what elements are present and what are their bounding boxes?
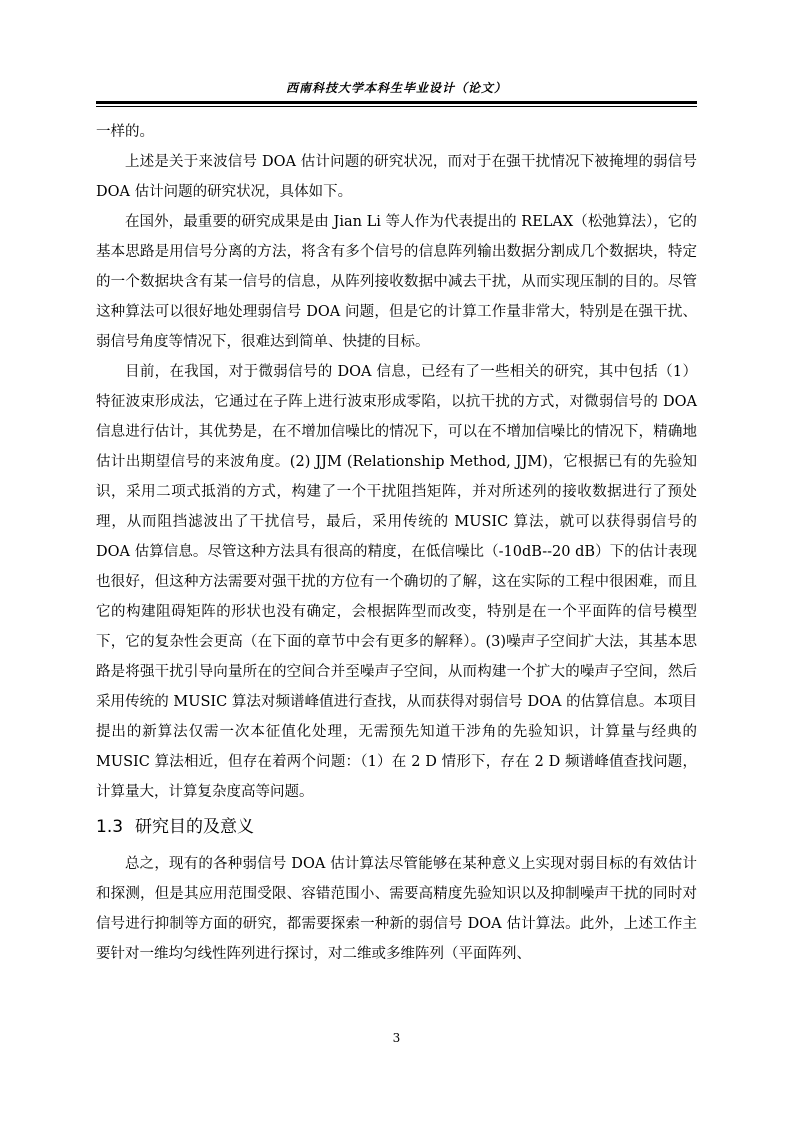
paragraph: 目前，在我国，对于微弱信号的 DOA 信息，已经有了一些相关的研究，其中包括（1）特征波束形成法，它通过在子阵上进行波束形成零陷，以抗干扰的方式，对微弱信号的 DOA 信息进行估计，其优势是，在不增加信噪比的情况下，可以在不增加信噪比的情况下，精确地估计出期望信号的来波角度。(2) JJM (Relationship Method, JJM)，它根据已有的先验知识，采用二项式抵消的方式，构建了一个干扰阻挡矩阵，并对所述列的接收数据进行了预处理，从而阻挡滤波出了干扰信号，最后，采用传统的 MUSIC 算法，就可以获得弱信号的 DOA 估算信息。尽管这种方法具有很高的精度，在低信噪比（-10dB--20 dB）下的估计表现也很好，但这种方法需要对强干扰的方位有一个确切的了解，这在实际的工程中很困难，而且它的构建阻碍矩阵的形状也没有确定，会根据阵型而改变，特别是在一个平面阵的信号模型下，它的复杂性会更高（在下面的章节中会有更多的解释）。(3)噪声子空间扩大法，其基本思路是将强干扰引导向量所在的空间合并至噪声子空间，从而构建一个扩大的噪声子空间，然后采用传统的 MUSIC 算法对频谱峰值进行查找，从而获得对弱信号 DOA 的估算信息。本项目提出的新算法仅需一次本征值化处理，无需预先知道干涉角的先验知识，计算量与经典的 MUSIC 算法相近，但存在着两个问题：（1）在 2 D 情形下，存在 2 D 频谱峰值查找问题，计算量大，计算复杂度高等问题。 [96, 364, 697, 800]
page-number: 3 [392, 1031, 401, 1045]
header-rule-thick [96, 101, 697, 104]
paragraph: 总之，现有的各种弱信号 DOA 估计算法尽管能够在某种意义上实现对弱目标的有效估计和探测，但是其应用范围受限、容错范围小、需要高精度先验知识以及抑制噪声干扰的同时对信号进行抑制等方面的研究，都需要探索一种新的弱信号 DOA 估计算法。此外，上述工作主要针对一维均匀线性阵列进行探讨，对二维或多维阵列（平面阵列、 [96, 856, 697, 962]
paragraph: 在国外，最重要的研究成果是由 Jian Li 等人作为代表提出的 RELAX（松弛算法），它的基本思路是用信号分离的方法，将含有多个信号的信息阵列输出数据分割成几个数据块，特定的一个数据块含有某一信号的信息，从阵列接收数据中减去干扰，从而实现压制的目的。尽管这种算法可以很好地处理弱信号 DOA 问题，但是它的计算工作量非常大，特别是在强干扰、弱信号角度等情况下，很难达到简单、快捷的目标。 [96, 214, 697, 350]
header-rule-thin [96, 106, 697, 107]
section-heading [96, 809, 697, 845]
running-header: 西南科技大学本科生毕业设计（论文） [285, 81, 507, 95]
section-number: 1.3 [96, 817, 124, 837]
body-text [96, 117, 697, 969]
paragraph: 上述是关于来波信号 DOA 估计问题的研究状况，而对于在强干扰情况下被掩埋的弱信号 DOA 估计问题的研究状况，具体如下。 [96, 154, 697, 200]
paragraph: 一样的。 [96, 124, 154, 140]
section-title: 研究目的及意义 [135, 817, 255, 837]
